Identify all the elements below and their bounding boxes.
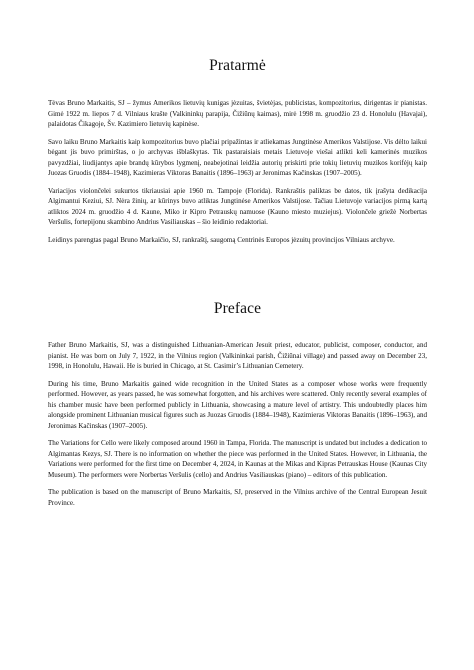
lithuanian-paragraph-2: Savo laiku Bruno Markaitis kaip kompozitorius buvo plačiai pripažintas ir atliekamas Jungtinėse Amerikos Valstijose. Vis dėlto laikui bėgant jis buvo primirštas, o jo archyvas išblaškytas. Tik pastaraisiais metais Lietuvoje viešai atlikti keli kamerinės muzikos pavyzdžiai, liudijantys apie brandų kūrybos lygmenį, neabejotinai leidžia autorių priskirti prie tokių lietuvių muzikos korifėjų kaip Juozas Gruodis (1884–1948), Kazimieras Viktoras Banaitis (1896–1963) ar Jeronimas Kačinskas (1907–2005).	[48, 137, 427, 177]
english-paragraph-4: The publication is based on the manuscript of Bruno Markaitis, SJ, preserved in the Vilnius archive of the Central European Jesuit Province.	[48, 488, 427, 507]
english-preface-section	[48, 245, 427, 508]
english-preface-title: Preface	[213, 300, 262, 317]
english-paragraph-1: Father Bruno Markaitis, SJ, was a distinguished Lithuanian-American Jesuit priest, educator, publicist, composer, conductor, and pianist. He was born on July 7, 1922, in the Vilnius region (Valkininkai parish, Čižiūnai village) and passed away on December 23, 1998, in Honolulu, Hawaii. He is buried in Chicago, at St. Casimir’s Lithuanian Cemetery.	[48, 341, 427, 370]
lithuanian-paragraph-4: Leidinys parengtas pagal Bruno Markaičio, SJ, rankraštį, saugomą Centrinės Europos jėzuitų provincijos Vilniaus archyve.	[48, 235, 395, 244]
english-paragraph-2: During his time, Bruno Markaitis gained wide recognition in the United States as a composer whose works were frequently performed. However, as years passed, he was somewhat forgotten, and his archives were scattered. Only recently several examples of his chamber music have been performed publicly in Lithuania, showcasing a mature level of artistry. This undoubtedly places him alongside prominent Lithuanian musical figures such as Juozas Gruodis (1884–1948), Kazimieras Viktoras Banaitis (1896–1963), and Jeronimas Kačinskas (1907–2005).	[48, 379, 427, 430]
lithuanian-paragraph-1: Tėvas Bruno Markaitis, SJ – žymus Amerikos lietuvių kunigas jėzuitas, švietėjas, publicistas, kompozitorius, dirigentas ir pianistas. Gimė 1922 m. liepos 7 d. Vilniaus krašte (Valkininkų parapija, Čižiūnų kaimas), mirė 1998 m. gruodžio 23 d. Honolulu (Havajai), palaidotas Čikagoje, Šv. Kazimiero lietuvių kapinėse.	[48, 99, 427, 128]
lithuanian-paragraph-3: Variacijos violončelei sukurtos tikriausiai apie 1960 m. Tampoje (Florida). Rankraštis paliktas be datos, tik įrašyta dedikacija Algimantui Keziui, SJ. Nėra žinių, ar kūrinys buvo atliktas Jungtinėse Amerikos Valstijose. Tačiau Lietuvoje variacijos pirmą kartą atliktos 2024 m. gruodžio 4 d. Kaune, Miko ir Kipro Petrauskų namuose (Kauno miesto muziejus). Violončele griežė Norbertas Veršulis, fortepijonu skambino Andrius Vasiliauskas – šio leidinio redaktoriai.	[48, 186, 427, 226]
lithuanian-preface-section	[48, 0, 427, 245]
english-paragraph-3: The Variations for Cello were likely composed around 1960 in Tampa, Florida. The manuscript is undated but includes a dedication to Algimantas Kezys, SJ. There is no information on whether the piece was performed in the United States. However, in Lithuania, the Variations were performed for the first time on December 4, 2024, in Kaunas at the Mikas and Kipras Petrauskas House (Kaunas City Museum). The performers were Norbertas Veršulis (cello) and Andrius Vasiliauskas (piano) – editors of this publication.	[48, 439, 427, 479]
lithuanian-preface-title: Pratarmė	[209, 57, 266, 74]
